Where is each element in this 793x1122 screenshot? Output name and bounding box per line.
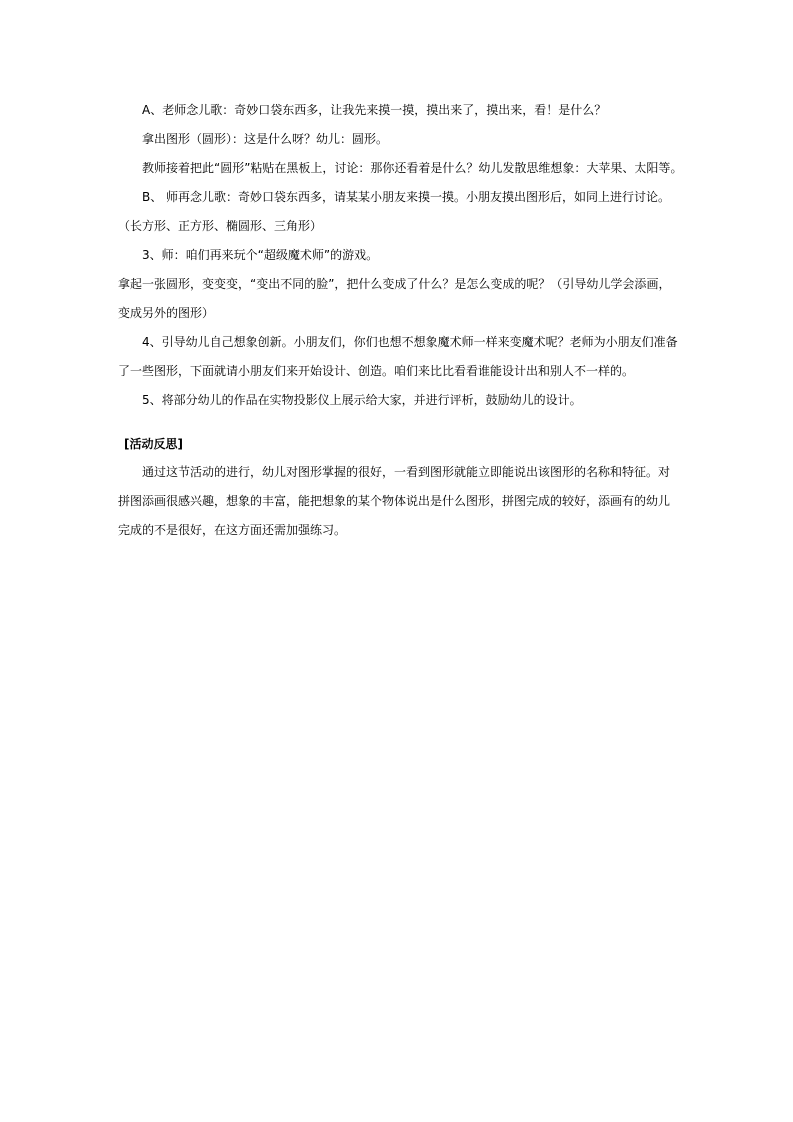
paragraph-line-a: A、老师念儿歌：奇妙口袋东西多，让我先来摸一摸，摸出来了，摸出来，看！是什么？ (142, 103, 607, 117)
section-gap (118, 415, 678, 431)
paragraph-line-4: 4、引导幼儿自己想象创新。小朋友们，你们也想不想象魔术师一样来变魔术呢？老师为小朋友们准备 (142, 335, 678, 349)
paragraph-line-5: 5、将部分幼儿的作品在实物投影仪上展示给大家，并进行评析，鼓励幼儿的设计。 (142, 393, 582, 407)
paragraph-line-4-cont: 了一些图形，下面就请小朋友们来开始设计、创造。咱们来比比看看谁能设计出和别人不一样的。 (118, 364, 635, 378)
paragraph-line-shape: 拿出图形（圆形）：这是什么呀？幼儿：圆形。 (142, 132, 389, 146)
paragraph-line-b: B、 师再念儿歌：奇妙口袋东西多，请某某小朋友来摸一摸。小朋友摸出图形后，如同上进行讨论。 (142, 190, 671, 204)
reflection-line-2: 拼图添画很感兴趣，想象的丰富，能把想象的某个物体说出是什么图形，拼图完成的较好，添画有的幼儿 (118, 494, 671, 508)
document-body (118, 96, 683, 545)
paragraph-line-shapes-list: （长方形、正方形、椭圆形、三角形） (118, 219, 323, 233)
paragraph-line-3-cont-1: 拿起一张圆形，变变变，“变出不同的脸”，把什么变成了什么？是怎么变成的呢？（引导幼儿学会添画， (118, 277, 671, 291)
reflection-line-1: 通过这节活动的进行，幼儿对图形掌握的很好，一看到图形就能立即能说出该图形的名称和特征。对 (142, 465, 671, 479)
paragraph-line-3: 3、师：咱们再来玩个“超级魔术师”的游戏。 (142, 248, 379, 262)
reflection-line-3: 完成的不是很好，在这方面还需加强练习。 (118, 523, 347, 537)
reflection-heading: [活动反思] (124, 437, 183, 451)
paragraph-line-3-cont-2: 变成另外的图形） (118, 306, 215, 320)
paragraph-line-discussion: 教师接着把此“圆形”粘贴在黑板上，讨论：那你还看着是什么？幼儿发散思维想象：大苹果、太阳等。 (142, 161, 683, 175)
